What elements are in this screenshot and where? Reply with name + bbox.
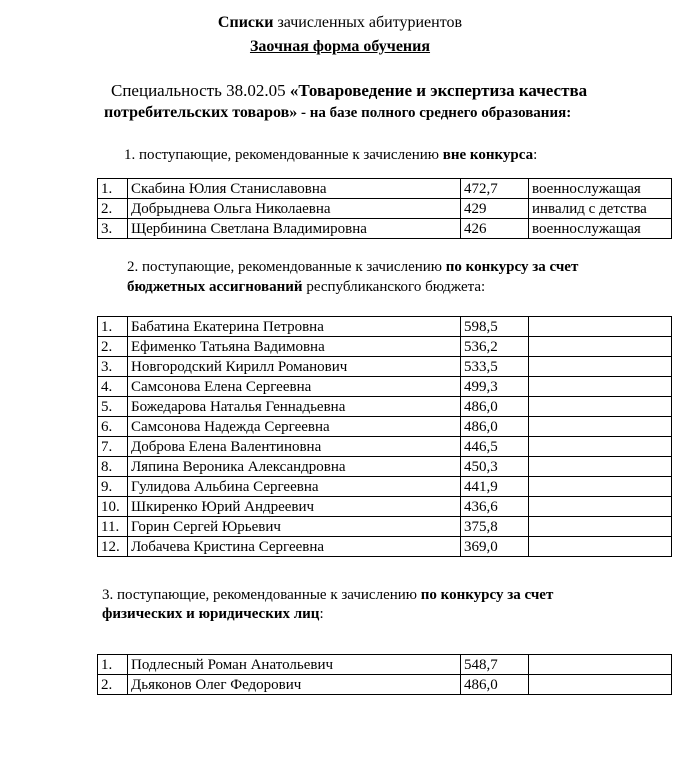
section-2-rows [98,317,672,557]
section-3-heading-line-2 [102,606,324,623]
section-1-table [97,178,672,239]
table-row [98,675,672,695]
table-row [98,377,672,397]
section-3-heading-bold: по конкурсу за счет [420,587,554,603]
section-2-heading-line-2 [127,279,485,296]
section-2-heading-plain-2: республиканского бюджета: [302,279,486,295]
table-row [98,337,672,357]
row-number: 3. [98,357,128,377]
score: 450,3 [461,457,529,477]
note [529,477,672,497]
section-2-heading-bold: по конкурсу за счет [445,259,579,275]
student-name: Скабина Юлия Станиславовна [128,179,461,199]
row-number: 5. [98,397,128,417]
section-3-heading-bold-2: физических и юридических лиц [102,606,320,622]
specialty-name-part1: «Товароведение и экспертиза качества [289,81,588,100]
note [529,457,672,477]
student-name: Гулидова Альбина Сергеевна [128,477,461,497]
row-number: 9. [98,477,128,497]
score: 533,5 [461,357,529,377]
student-name: Лобачева Кристина Сергеевна [128,537,461,557]
row-number: 10. [98,497,128,517]
table-row [98,497,672,517]
section-1-heading-plain: 1. поступающие, рекомендованные к зачислению [124,147,443,163]
row-number: 2. [98,337,128,357]
table-row [98,457,672,477]
title-bold: Списки [217,14,274,31]
score: 472,7 [461,179,529,199]
table-row [98,317,672,337]
note [529,337,672,357]
note [529,377,672,397]
score: 441,9 [461,477,529,497]
score: 598,5 [461,317,529,337]
note [529,437,672,457]
table-row [98,437,672,457]
table-row [98,655,672,675]
row-number: 1. [98,179,128,199]
student-name: Подлесный Роман Анатольевич [128,655,461,675]
student-name: Дьяконов Олег Федорович [128,675,461,695]
section-2-heading-line-1 [127,259,578,276]
note [529,675,672,695]
section-3-table [97,654,672,695]
note [529,517,672,537]
student-name: Новгородский Кирилл Романович [128,357,461,377]
score: 369,0 [461,537,529,557]
table-row [98,199,672,219]
section-3-heading-plain: 3. поступающие, рекомендованные к зачислению [102,587,421,603]
row-number: 6. [98,417,128,437]
section-3-heading-line-1 [102,587,553,604]
student-name: Ефименко Татьяна Вадимовна [128,337,461,357]
student-name: Щербинина Светлана Владимировна [128,219,461,239]
row-number: 2. [98,675,128,695]
note [529,317,672,337]
row-number: 12. [98,537,128,557]
page-title [0,14,680,32]
specialty-suffix: - на базе полного среднего образования: [297,105,572,121]
section-1-heading-tail: : [533,147,538,163]
row-number: 3. [98,219,128,239]
score: 486,0 [461,675,529,695]
student-name: Самсонова Надежда Сергеевна [128,417,461,437]
note [529,357,672,377]
table-row [98,357,672,377]
student-name: Горин Сергей Юрьевич [128,517,461,537]
note [529,655,672,675]
score: 375,8 [461,517,529,537]
section-2-heading-bold-2: бюджетных ассигнований [127,279,303,295]
row-number: 11. [98,517,128,537]
student-name: Добрыднева Ольга Николаевна [128,199,461,219]
row-number: 2. [98,199,128,219]
specialty-prefix: Специальность 38.02.05 [111,81,290,100]
score: 548,7 [461,655,529,675]
section-3-rows [98,655,672,695]
specialty-line-2 [104,104,571,122]
section-2-heading-plain: 2. поступающие, рекомендованные к зачислению [127,259,446,275]
note [529,397,672,417]
study-form-title: Заочная форма обучения [249,38,431,55]
table-row [98,417,672,437]
row-number: 1. [98,317,128,337]
table-row [98,537,672,557]
table-row [98,517,672,537]
score: 486,0 [461,397,529,417]
section-1-heading [124,147,537,164]
score: 429 [461,199,529,219]
note: инвалид с детства [529,199,672,219]
score: 446,5 [461,437,529,457]
table-row [98,477,672,497]
student-name: Доброва Елена Валентиновна [128,437,461,457]
score: 436,6 [461,497,529,517]
student-name: Бабатина Екатерина Петровна [128,317,461,337]
score: 499,3 [461,377,529,397]
row-number: 7. [98,437,128,457]
student-name: Божедарова Наталья Геннадьевна [128,397,461,417]
row-number: 4. [98,377,128,397]
note: военнослужащая [529,179,672,199]
section-3-heading-plain-2: : [319,606,324,622]
section-1-heading-bold: вне конкурса [442,147,534,163]
table-row [98,219,672,239]
score: 486,0 [461,417,529,437]
score: 536,2 [461,337,529,357]
section-2-table [97,316,672,557]
row-number: 8. [98,457,128,477]
section-1-rows [98,179,672,239]
student-name: Самсонова Елена Сергеевна [128,377,461,397]
specialty-line-1 [111,81,587,101]
note: военнослужащая [529,219,672,239]
student-name: Шкиренко Юрий Андреевич [128,497,461,517]
table-row [98,179,672,199]
note [529,417,672,437]
note [529,537,672,557]
score: 426 [461,219,529,239]
specialty-name-part2: потребительских товаров» [104,104,298,121]
student-name: Ляпина Вероника Александровна [128,457,461,477]
row-number: 1. [98,655,128,675]
note [529,497,672,517]
table-row [98,397,672,417]
title-rest: зачисленных абитуриентов [273,14,463,31]
